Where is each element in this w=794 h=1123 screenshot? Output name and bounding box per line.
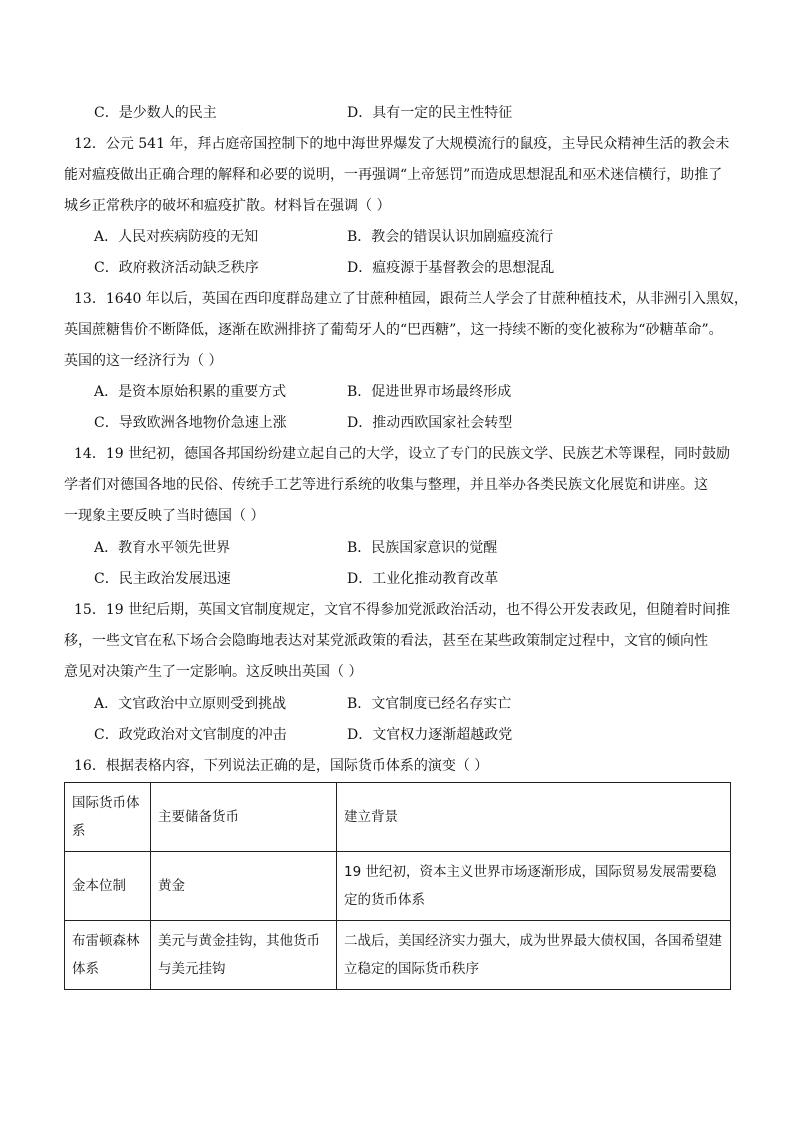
q15-option-c: C．政党政治对文官制度的冲击 xyxy=(94,727,287,743)
table-header-cell: 建立背景 xyxy=(337,783,731,852)
q13-stem-line-2: 英国蔗糖售价不断降低，逐渐在欧洲排挤了葡萄牙人的“巴西糖”，这一持续不断的变化被称为“砂糖革命”。 xyxy=(64,322,723,338)
q13-option-c: C．导致欧洲各地物价急速上涨 xyxy=(94,415,287,431)
table-row xyxy=(65,921,731,990)
q12-option-a: A．人民对疾病防疫的无知 xyxy=(94,229,259,245)
q11-option-d: D．具有一定的民主性特征 xyxy=(347,105,513,121)
q15-stem-line-2: 移，一些文官在私下场合会隐晦地表达对某党派政策的看法，甚至在某些政策制定过程中，文官的倾向性 xyxy=(64,633,708,649)
table-cell: 二战后，美国经济实力强大，成为世界最大债权国，各国希望建立稳定的国际货币秩序 xyxy=(337,921,731,990)
q15-option-b: B．文官制度已经名存实亡 xyxy=(347,696,512,712)
table-header-row xyxy=(65,783,731,852)
q12-stem-line-3: 城乡正常秩序的破坏和瘟疫扩散。材料旨在强调（ ） xyxy=(64,198,391,214)
q12-option-d: D．瘟疫源于基督教会的思想混乱 xyxy=(347,260,555,276)
table-cell: 黄金 xyxy=(151,852,337,921)
q15-stem-line-1: 15．19 世纪后期，英国文官制度规定，文官不得参加党派政治活动，也不得公开发表政见，但随着时间推 xyxy=(74,602,731,618)
q14-option-d: D．工业化推动教育改革 xyxy=(347,571,499,587)
table-header-cell: 国际货币体系 xyxy=(65,783,151,852)
q12-option-c: C．政府救济活动缺乏秩序 xyxy=(94,260,259,276)
q15-option-d: D．文官权力逐渐超越政党 xyxy=(347,727,513,743)
q14-option-c: C．民主政治发展迅速 xyxy=(94,571,231,587)
q12-stem-line-2: 能对瘟疫做出正确合理的解释和必要的说明，一再强调“上帝惩罚”而造成思想混乱和巫术迷信横行，助推了 xyxy=(64,167,723,183)
q11-option-c: C．是少数人的民主 xyxy=(94,105,217,121)
q13-stem-line-1: 13．1640 年以后，英国在西印度群岛建立了甘蔗种植园，跟荷兰人学会了甘蔗种植技术，从非洲引入黑奴， xyxy=(74,291,748,307)
q16-stem: 16．根据表格内容，下列说法正确的是，国际货币体系的演变（ ） xyxy=(74,758,489,774)
q14-option-a: A．教育水平领先世界 xyxy=(94,540,231,556)
currency-system-table xyxy=(64,782,731,990)
q13-option-b: B．促进世界市场最终形成 xyxy=(347,384,512,400)
q12-option-b: B．教会的错误认识加剧瘟疫流行 xyxy=(347,229,554,245)
q13-option-d: D．推动西欧国家社会转型 xyxy=(347,415,513,431)
q14-stem-line-2: 学者们对德国各地的民俗、传统手工艺等进行系统的收集与整理，并且举办各类民族文化展览和讲座。这 xyxy=(64,477,708,493)
table-cell: 19 世纪初，资本主义世界市场逐渐形成，国际贸易发展需要稳定的货币体系 xyxy=(337,852,731,921)
q14-stem-line-1: 14．19 世纪初，德国各邦国纷纷建立起自己的大学，设立了专门的民族文学、民族艺术等课程，同时鼓励 xyxy=(74,446,731,462)
table-cell: 金本位制 xyxy=(65,852,151,921)
table-row xyxy=(65,852,731,921)
q12-stem-line-1: 12．公元 541 年，拜占庭帝国控制下的地中海世界爆发了大规模流行的鼠疫，主导民众精神生活的教会未 xyxy=(74,136,730,152)
q13-option-a: A．是资本原始积累的重要方式 xyxy=(94,384,287,400)
q14-option-b: B．民族国家意识的觉醒 xyxy=(347,540,498,556)
table-header-cell: 主要储备货币 xyxy=(151,783,337,852)
table-cell: 美元与黄金挂钩，其他货币与美元挂钩 xyxy=(151,921,337,990)
q14-stem-line-3: 一现象主要反映了当时德国（ ） xyxy=(64,508,265,524)
table-cell: 布雷顿森林体系 xyxy=(65,921,151,990)
q15-stem-line-3: 意见对决策产生了一定影响。这反映出英国（ ） xyxy=(64,664,363,680)
q13-stem-line-3: 英国的这一经济行为（ ） xyxy=(64,353,223,369)
q15-option-a: A．文官政治中立原则受到挑战 xyxy=(94,696,287,712)
